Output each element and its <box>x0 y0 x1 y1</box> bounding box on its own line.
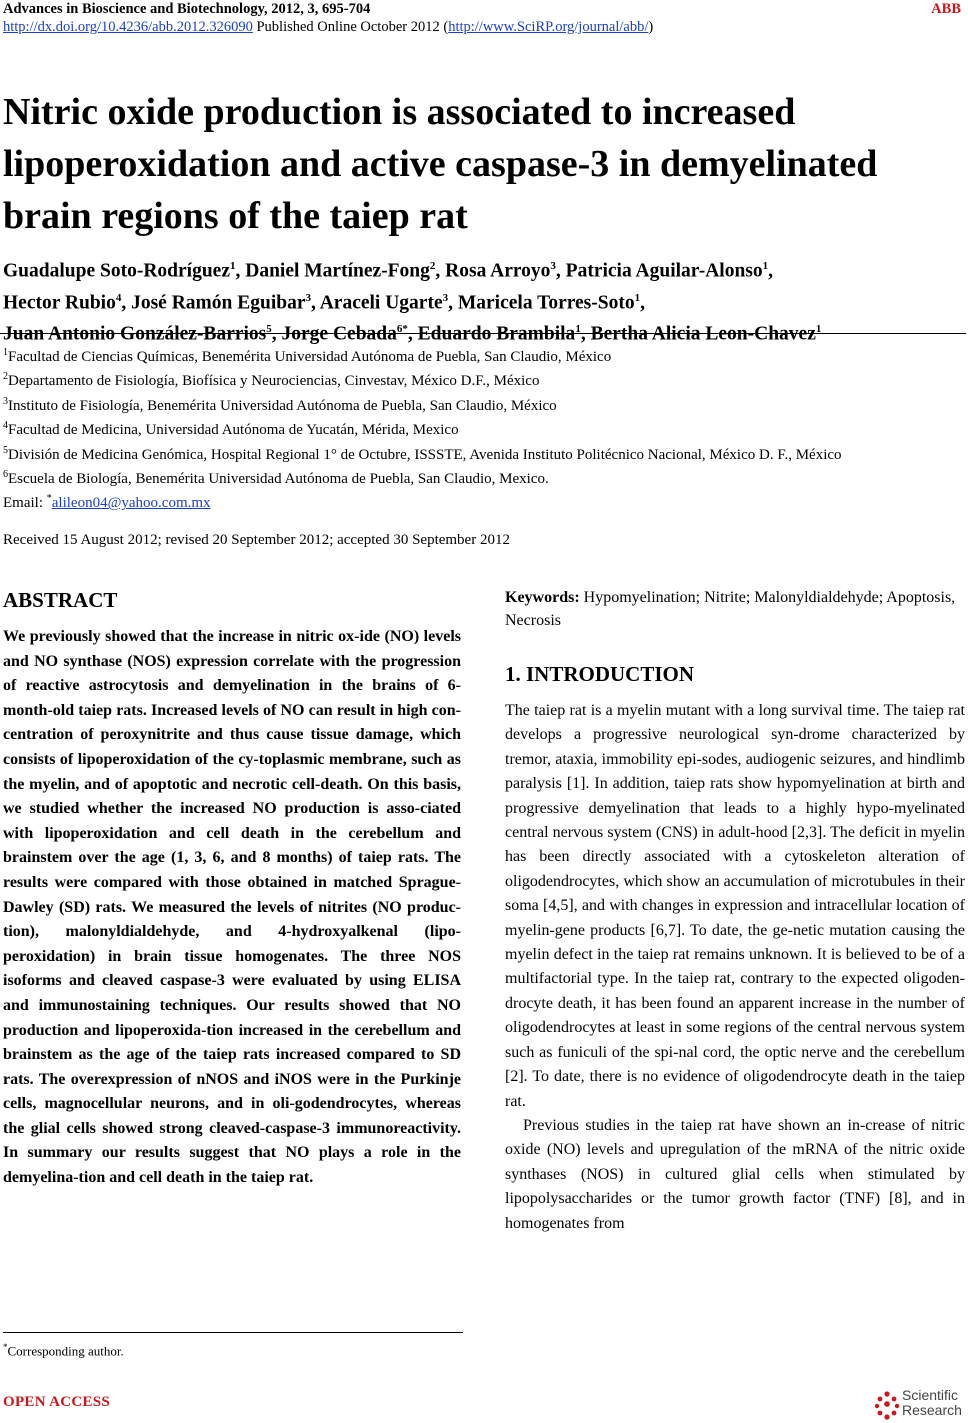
paper-title: Nitric oxide production is associated to increased lipoperoxidation and active caspase-3 in demyelinated brain regions of the taiep rat <box>3 91 878 237</box>
right-column <box>505 586 965 1236</box>
open-access-label: OPEN ACCESS <box>3 1394 111 1410</box>
author-name: Bertha Alicia Leon-Chavez <box>590 323 816 345</box>
publisher-logo <box>874 1388 968 1422</box>
author-line: Juan Antonio González-Barrios$^5$, Jorge Cebada$^{6*}$, Eduardo Brambila$^1$, Bertha Alicia Leon-Chavez$^1$ <box>3 323 822 345</box>
title-divider <box>0 333 966 334</box>
logo-line: Scientific <box>902 1387 959 1403</box>
left-column <box>3 586 461 1191</box>
logo-line: Research <box>902 1402 962 1418</box>
journal-citation: Advances in Bioscience and Biotechnology, 2012, 3, 695-704 <box>3 1 371 17</box>
published-text: Published Online October 2012 ( <box>252 19 449 35</box>
affiliations <box>3 343 965 514</box>
affiliation: $^3$Instituto de Fisiología, Benemérita Universidad Autónoma de Puebla, San Claudio, México <box>3 395 557 414</box>
author-name: Juan Antonio González-Barrios <box>3 323 267 345</box>
email-link[interactable]: alileon04@yahoo.com.mx <box>51 495 211 512</box>
author-line: Guadalupe Soto-Rodríguez$^1$, Daniel Martínez-Fong$^2$, Rosa Arroyo$^3$, Patricia Aguilar-Alonso$^1$, <box>3 260 774 282</box>
paragraph: The taiep rat is a myelin mutant with a long survival time. The taiep rat develops a progressive neurological syn-drome characterized by tremor, ataxia, immobility epi-sodes, audiogenic seizures, and hindlimb paralysis [1]. In addition, taiep rats show hypomyelination at birth and progressive demyelination that leads to a highly hypo-myelinated central nervous system (CNS) in adult-hood [2,3]. The deficit in myelin has been directly associated with a cytoskeleton alteration of oligodendrocytes, which show an accumulation of microtubules in their soma [4,5], and with changes in expression and intracellular location of myelin-gene products [6,7]. To date, the ge-netic mutation causing the myelin defect in the taiep rat remains unknown. It is believed to be of a multifactorial type. In the taiep rat, contrary to the expected oligoden-drocyte death, it has been found an apparent increase in the number of oligodendrocytes at least in some regions of the central nervous system such as funiculi of the spi-nal cord, the optic nerve and the cerebellum [2]. To date, there is no evidence of oligodendrocyte death in the taiep rat. <box>505 702 965 1110</box>
footnote: *Corresponding author. <box>3 1342 124 1359</box>
author-name: Jorge Cebada <box>281 323 397 345</box>
affiliation: $^2$Departamento de Fisiología, Biofísica y Neurociencias, Cinvestav, México D.F., México <box>3 371 540 390</box>
affiliation: $^1$Facultad de Ciencias Químicas, Benemérita Universidad Autónoma de Puebla, San Claudio, México <box>3 347 612 365</box>
publication-line: http://dx.doi.org/10.4236/abb.2012.326090 Published Online October 2012 (http://www.SciRP.org/journal/abb/) <box>3 19 654 35</box>
author-name: José Ramón Eguibar <box>131 292 306 313</box>
footnote-rule <box>3 1332 463 1333</box>
journal-abbrev: ABB <box>931 1 961 17</box>
affiliation: $^5$División de Medicina Genómica, Hospital Regional 1° de Octubre, ISSSTE, Avenida Instituto Politécnico Nacional, México D. F., México <box>3 444 842 463</box>
author-name: Eduardo Brambila <box>417 323 576 345</box>
publisher-logo-icon <box>874 1390 900 1420</box>
doi-link[interactable]: http://dx.doi.org/10.4236/abb.2012.326090 <box>3 19 253 35</box>
email-line: Email: *alileon04@yahoo.com.mx <box>3 493 211 512</box>
author-name: Araceli Ugarte <box>319 292 443 313</box>
affiliation: $^4$Facultad de Medicina, Universidad Autónoma de Yucatán, Mérida, Mexico <box>3 420 459 439</box>
author-name: Hector Rubio <box>3 292 116 313</box>
introduction-body <box>505 699 965 1236</box>
journal-link[interactable]: http://www.SciRP.org/journal/abb/ <box>448 19 649 35</box>
author-name: Guadalupe Soto-Rodríguez <box>3 260 230 282</box>
introduction-heading: 1. INTRODUCTION <box>505 662 695 686</box>
abstract-heading: ABSTRACT <box>3 588 118 612</box>
author-name: Rosa Arroyo <box>445 260 551 282</box>
author-name: Maricela Torres-Soto <box>457 292 635 313</box>
paragraph: Previous studies in the taiep rat have shown an in-crease of nitric oxide (NO) levels and upregulation of the mRNA of the nitric oxide synthases (NOS) in cultured glial cells when stimulated by lipopolysaccharides or the tumor growth factor (TNF) [8], and in homogenates from <box>505 1116 965 1232</box>
author-name: Daniel Martínez-Fong <box>245 260 430 282</box>
affiliation: $^6$Escuela de Biología, Benemérita Universidad Autónoma de Puebla, San Claudio, Mexico. <box>3 469 549 488</box>
abstract-text: We previously showed that the increase in nitric ox-ide (NO) levels and NO synthase (NOS) expression correlate with the progression of reactive astrocytosis and demyelination in the brains of 6-month-old taiep rats. Increased levels of NO can result in high con-centration of peroxynitrite and thus cause tissue damage, which consists of lipoperoxidation of the cy-toplasmic membrane, such as the myelin, and of apoptotic and necrotic cell-death. On this basis, we studied whether the increased NO production is asso-ciated with lipoperoxidation and cell death in the cerebellum and brainstem over the age (1, 3, 6, and 8 months) of taiep rats. The results were compared with those obtained in matched Sprague-Dawley (SD) rats. We measured the levels of nitrites (NO produc-tion), malonyldialdehyde, and 4-hydroxyalkenal (lipo-peroxidation) in brain tissue homogenates. The three NOS isoforms and cleaved caspase-3 were evaluated by using ELISA and immunostaining techniques. Our results showed that NO production and lipoperoxida-tion increased in the cerebellum and brainstem as the age of the taiep rats increased compared to SD rats. The overexpression of nNOS and iNOS were in the Purkinje cells, magnocellular neurons, and in oli-godendrocytes, whereas the glial cells showed strong cleaved-caspase-3 immunoreactivity. In summary our results suggest that NO plays a role in the demyelina-tion and cell death in the taiep rat. <box>3 628 461 1187</box>
author-name: Patricia Aguilar-Alonso <box>565 260 763 282</box>
received-dates: Received 15 August 2012; revised 20 September 2012; accepted 30 September 2012 <box>3 532 510 548</box>
author-line: Hector Rubio$^4$, José Ramón Eguibar$^3$, Araceli Ugarte$^3$, Maricela Torres-Soto$^1$, <box>3 291 645 313</box>
journal-header <box>3 0 965 18</box>
keywords: Keywords: Hypomyelination; Nitrite; Malonyldialdehyde; Apoptosis, Necrosis <box>505 589 956 629</box>
